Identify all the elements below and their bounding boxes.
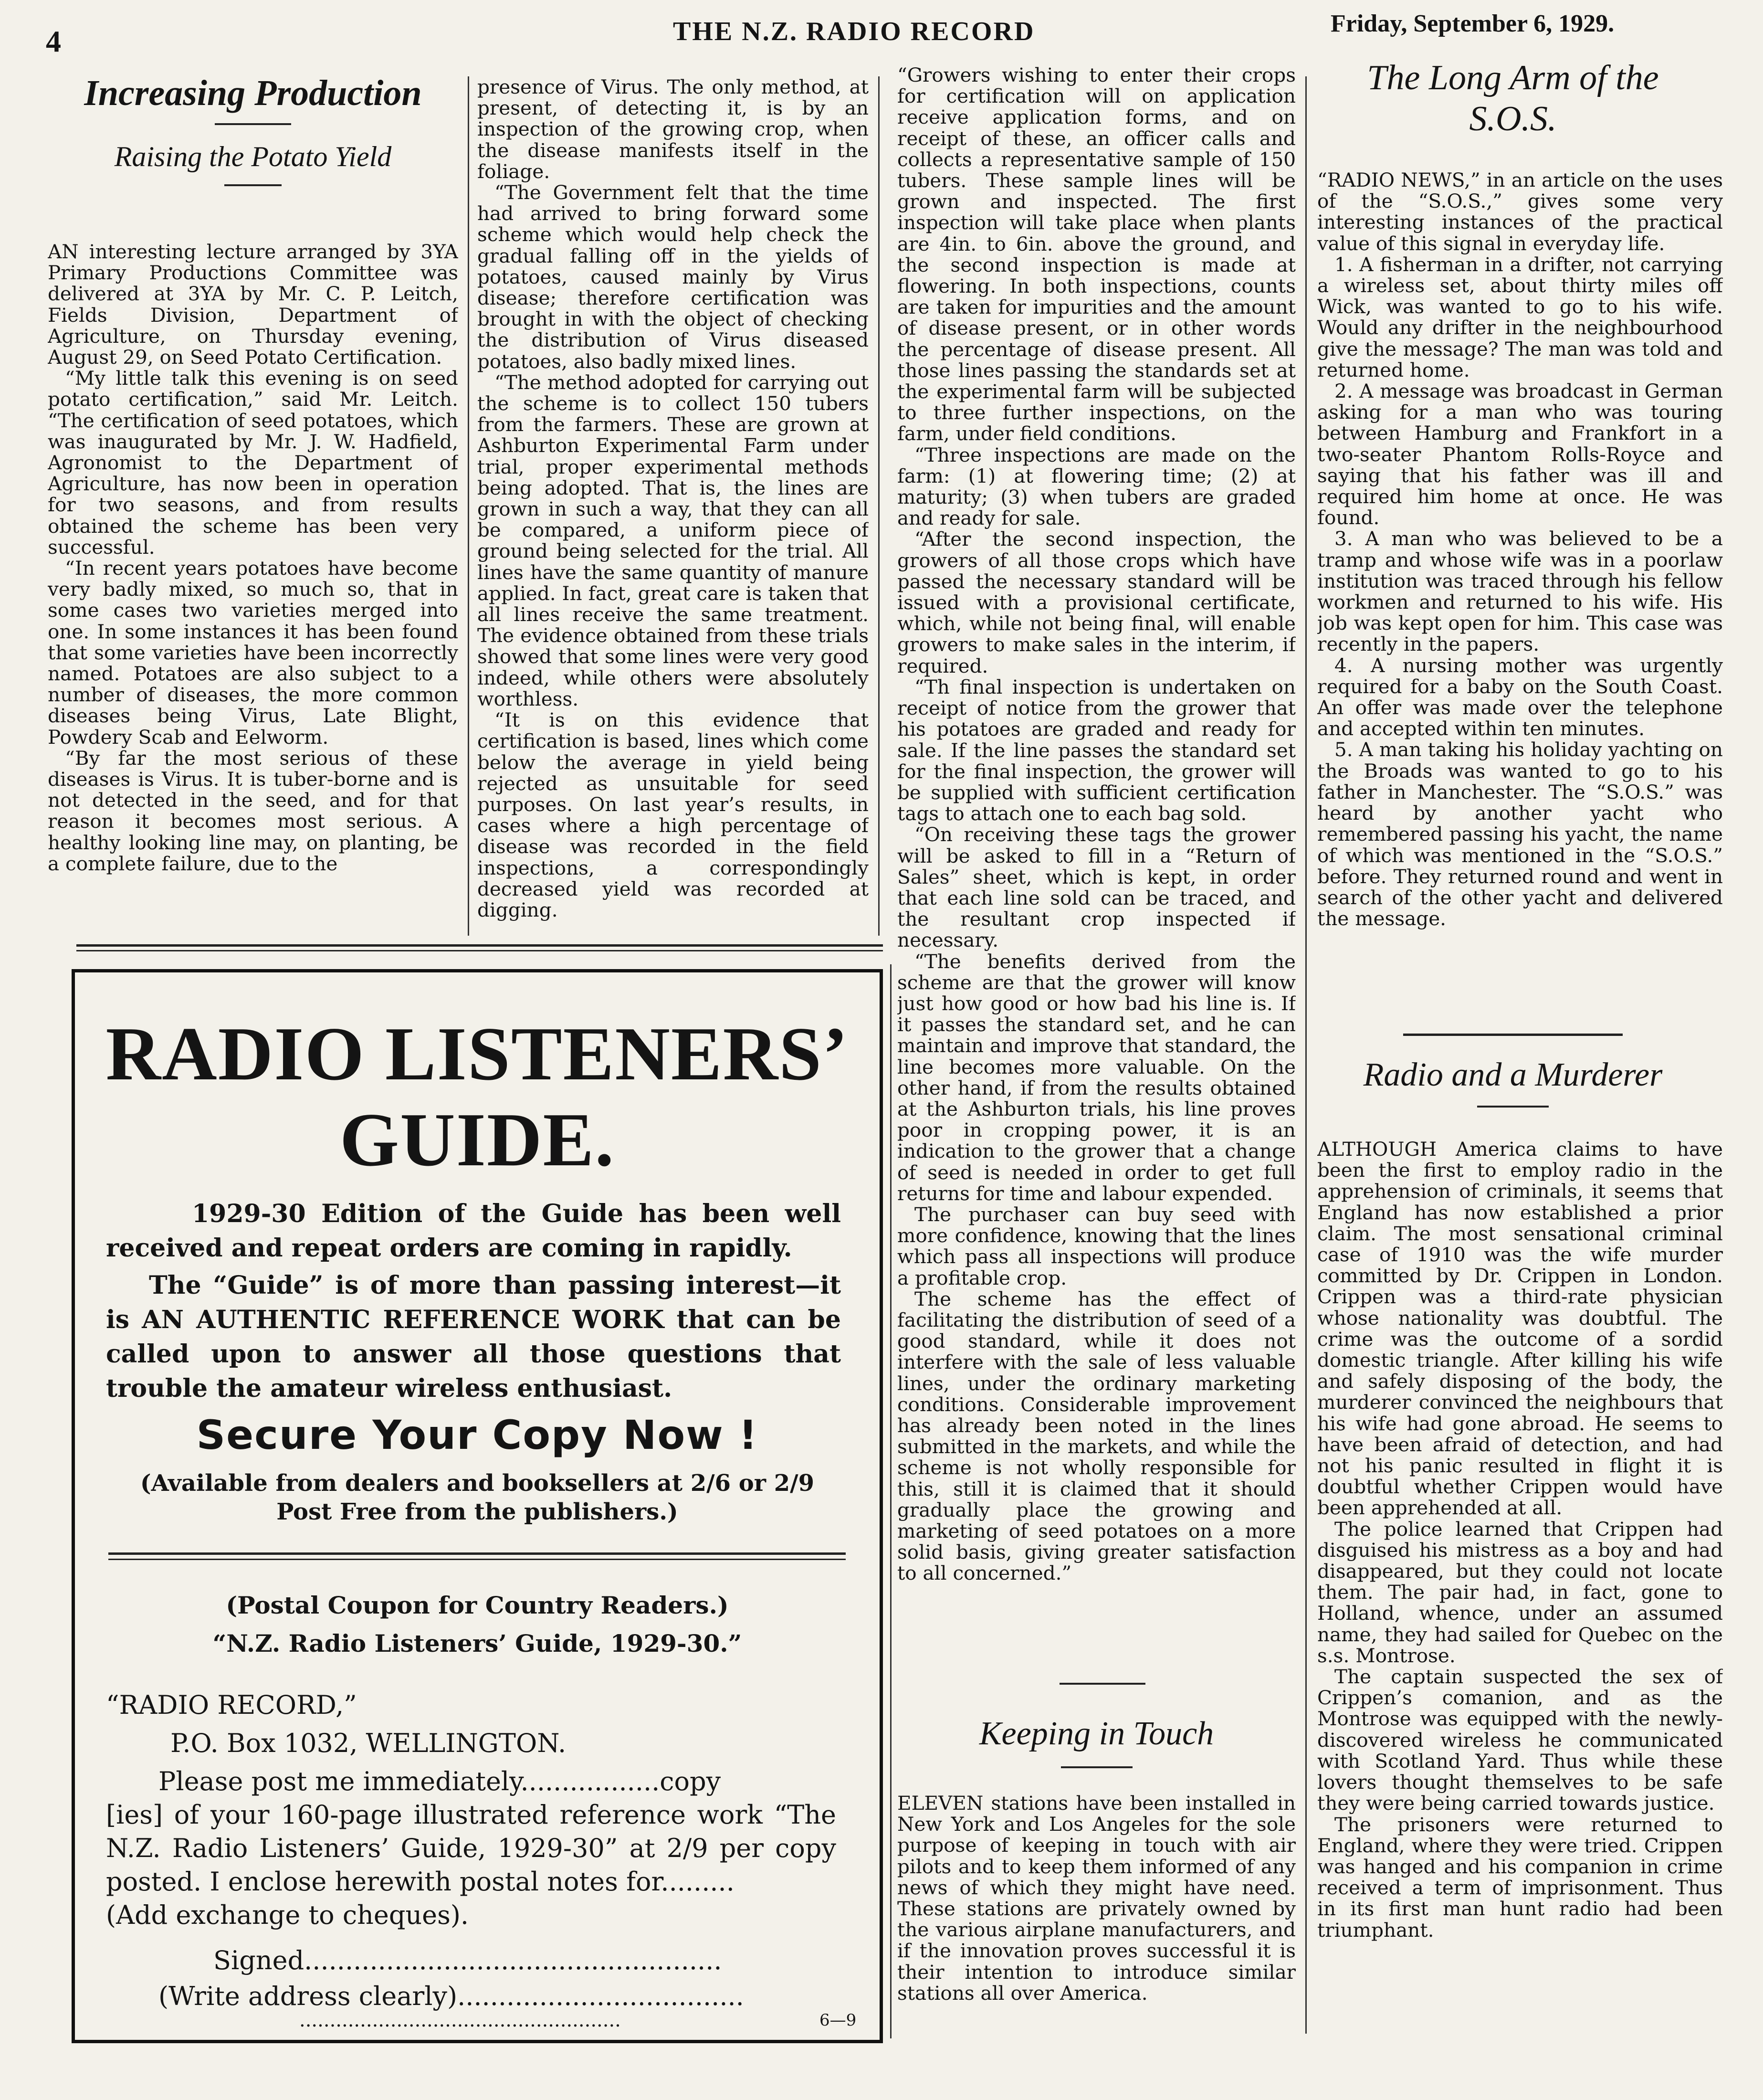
coupon-address-1: “RADIO RECORD,” bbox=[106, 1690, 357, 1720]
potato-article-column-1 bbox=[48, 241, 458, 933]
potato-paragraph: AN interesting lecture arranged by 3YA Primary Productions Committee was delivered at 3YA by Mr. C. P. Leitch, Fields Division, Department of Agriculture, on Thursday evening, August 29, on Seed Potato Certification. bbox=[48, 241, 458, 369]
coupon-signed-field[interactable]: Signed................................................... bbox=[213, 1945, 722, 1975]
page-number: 4 bbox=[46, 24, 61, 58]
coupon-divider bbox=[108, 1559, 846, 1560]
section-divider bbox=[76, 944, 883, 947]
murderer-paragraph: The captain suspected the sex of Crippen’s comanion, and as the Montrose was equipped with the newly-discovered wireless he communicated with Scotland Yard. Thus while these lovers thought themselves to be safe they were being carried towards justice. bbox=[1317, 1665, 1723, 1815]
sos-paragraph: 5. A man taking his holiday yachting on the Broads was wanted to go to his father in Manchester. The “S.O.S.” was heard by another yacht who remembered passing his yacht, the name of which was mentioned in the “S.O.S.” before. They returned round and went in search of the other yacht and delivered the message. bbox=[1317, 738, 1723, 930]
listeners-guide-advertisement bbox=[72, 969, 883, 2043]
murderer-paragraph: The police learned that Crippen had disguised his mistress as a boy and had disappeared, but they could not locate them. The pair had, in fact, gone to Holland, whence, under an assumed name, they had sailed for Quebec on the s.s. Montrose. bbox=[1317, 1517, 1723, 1667]
section-divider bbox=[1403, 1034, 1623, 1036]
coupon-order-line-1: Please post me immediately.................copy bbox=[158, 1766, 721, 1796]
touch-headline: Keeping in Touch bbox=[979, 1715, 1214, 1752]
sos-headline-line-2: S.O.S. bbox=[1469, 99, 1557, 138]
potato-paragraph: “Three inspections are made on the farm: (1) at flowering time; (2) at maturity; (3) when tubers are graded and ready for sale. bbox=[897, 443, 1296, 530]
coupon-address-2: P.O. Box 1032, WELLINGTON. bbox=[170, 1728, 567, 1758]
sos-article-body bbox=[1317, 169, 1723, 1019]
potato-article-column-3 bbox=[897, 64, 1296, 1678]
sos-headline-block bbox=[1310, 57, 1716, 139]
ad-title-line-2: GUIDE. bbox=[339, 1097, 615, 1182]
sos-paragraph: 1. A fisherman in a drifter, not carrying a wireless set, about thirty miles off Wick, was wanted to go to his wife. Would any drifter in the neighbourhood give the message? The man was told and returned home. bbox=[1317, 253, 1723, 381]
ad-edition-text: 1929-30 Edition of the Guide has been well received and repeat orders are coming in rapidly. bbox=[106, 1199, 841, 1263]
murderer-headline-block bbox=[1310, 1055, 1716, 1108]
headline-rule bbox=[1477, 1106, 1549, 1108]
sos-paragraph: 2. A message was broadcast in German asking for a man who was touring between Hamburg and Frankfort in a two-seater Phantom Rolls-Royce and saying that his father was ill and required him home at once. He was found. bbox=[1317, 380, 1723, 529]
potato-paragraph: “By far the most serious of these diseases is Virus. It is tuber-borne and is not detected in the seed, and for that reason it becomes most serious. A healthy looking line may, on planting, be a complete failure, due to the bbox=[48, 746, 458, 875]
potato-paragraph: The purchaser can buy seed with more confidence, knowing that the lines which pass all inspections will produce a profitable crop. bbox=[897, 1203, 1296, 1289]
column-rule bbox=[878, 76, 880, 936]
article-end-rule bbox=[1060, 1683, 1145, 1685]
column-rule bbox=[468, 76, 469, 936]
potato-subheadline: Raising the Potato Yield bbox=[114, 141, 392, 172]
sos-headline-line-1: The Long Arm of the bbox=[1367, 58, 1659, 97]
potato-paragraph: The scheme has the effect of facilitating the distribution of seed of a good standard, while it does not interfere with the sale of less valuable lines, under the ordinary marketing conditions. Considerable improvement has already been noted in the lines submitted in the markets, and while the scheme is not wholly responsible for this, still it is claimed that it should gradually place the growing and marketing of seed potatoes on a more solid basis, giving greater satisfaction to all concerned.” bbox=[897, 1287, 1296, 1585]
murderer-article-body bbox=[1317, 1139, 1723, 2046]
coupon-order-line-2: [ies] of your 160-page illustrated reference work “The N.Z. Radio Listeners’ Guide, 1929-30” at 2/9 per copy posted. I enclose herewith postal notes for......... bbox=[106, 1800, 836, 1897]
potato-paragraph: “The method adopted for carrying out the scheme is to collect 150 tubers from the farmers. These are grown at Ashburton Experimental Farm under trial, proper experimental methods being adopted. That is, the lines are grown in such a way, that they can all be compared, a uniform piece of ground being selected for the trial. All lines have the same quantity of manure applied. In fact, great care is taken that all lines receive the same treatment. The evidence obtained from these trials showed that some lines were very good indeed, while others were absolutely worthless. bbox=[477, 370, 869, 710]
touch-headline-block bbox=[897, 1714, 1296, 1768]
sos-paragraph: 4. A nursing mother was urgently required for a baby on the South Coast. An offer was made over the telephone and accepted within ten minutes. bbox=[1317, 654, 1723, 740]
coupon-address-field[interactable]: (Write address clearly)................................... bbox=[158, 1981, 744, 2011]
murderer-paragraph: The prisoners were returned to England, where they were tried. Crippen was hanged and his companion in crime received a term of imprisonment. Thus in its first man hunt radio had been triumphant. bbox=[1317, 1813, 1723, 1942]
coupon-title: (Postal Coupon for Country Readers.) bbox=[226, 1591, 729, 1619]
potato-article-headline-block bbox=[48, 72, 458, 186]
sos-paragraph: 3. A man who was believed to be a tramp and whose wife was in a poorlaw institution was traced through his fellow workmen and returned to his wife. His job was kept open for him. This case was recently in the papers. bbox=[1317, 527, 1723, 656]
potato-paragraph: “My little talk this evening is on seed potato certification,” said Mr. Leitch. “The certification of seed potatoes, which was inaugurated by Mr. J. W. Hadfield, Agronomist to the Department of Agriculture, has now been in operation for two seasons, and from results obtained the scheme has been very successful. bbox=[48, 367, 458, 559]
coupon-code: 6—9 bbox=[819, 2011, 857, 2030]
headline-rule bbox=[224, 184, 282, 186]
column-rule bbox=[890, 964, 892, 2038]
touch-paragraph: ELEVEN stations have been installed in New York and Los Angeles for the sole purpose of keeping in touch with air pilots and to keep them informed of any news of which they might have need. These stations are privately owned by the various airplane manufacturers, and if the innovation proves successful it is their intention to introduce similar stations all over America. bbox=[897, 1793, 1296, 2005]
potato-paragraph: “Growers wishing to enter their crops for certification will on application receive application forms, and on receipt of these, an officer calls and collects a representative sample of 150 tubers. These sample lines will be grown and inspected. The first inspection will take place when plants are 4in. to 6in. above the ground, and the second inspection is made at flowering. In both inspections, counts are taken for impurities and the amount of disease present, or in other words the percentage of disease present. All those lines passing the standards set at the experimental farm will be subjected to three further inspections, on the farm, under field conditions. bbox=[897, 64, 1296, 445]
coupon-address-dots: ..................................................... bbox=[299, 2009, 621, 2031]
issue-date: Friday, September 6, 1929. bbox=[1331, 10, 1615, 37]
headline-rule bbox=[1061, 1766, 1133, 1768]
ad-availability-2: Post Free from the publishers.) bbox=[276, 1498, 678, 1525]
potato-paragraph: presence of Virus. The only method, at present, of detecting it, is by an inspection of the growing crop, when the disease manifests itself in the foliage. bbox=[477, 76, 869, 183]
headline-rule bbox=[215, 123, 291, 125]
column-rule bbox=[1305, 76, 1307, 2034]
potato-paragraph: “After the second inspection, the growers of all those crops which have passed the necessary standard will be issued with a provisional certificate, which, while not being final, will enable growers to make sales in the interim, if required. bbox=[897, 528, 1296, 677]
coupon-subtitle: “N.Z. Radio Listeners’ Guide, 1929-30.” bbox=[212, 1629, 742, 1657]
coupon-divider bbox=[108, 1552, 846, 1555]
publication-title: THE N.Z. RADIO RECORD bbox=[673, 17, 1035, 46]
potato-paragraph: “On receiving these tags the grower will be asked to fill in a “Return of Sales” sheet, which is kept, in order that each line sold can be traced, and the resultant crop inspected if necessary. bbox=[897, 823, 1296, 952]
potato-article-column-2 bbox=[477, 76, 869, 931]
ad-call-to-action: Secure Your Copy Now ! bbox=[196, 1412, 758, 1458]
potato-paragraph: “Th final inspection is undertaken on receipt of notice from the grower that his potatoes are graded and ready for sale. If the line passes the standard set for the final inspection, the grower will be supplied with sufficient certification tags to attach one to each bag sold. bbox=[897, 675, 1296, 825]
potato-paragraph: “The benefits derived from the scheme are that the grower will know just how good or how bad his line is. If it passes the standard set, and he can maintain and improve that standard, the line becomes more valuable. On the other hand, if from the results obtained at the Ashburton trials, his line proves poor in cropping power, it is an indication to the grower that a change of seed is needed in order to get full returns for time and labour expended. bbox=[897, 950, 1296, 1205]
ad-reference-text: The “Guide” is of more than passing interest—it is AN AUTHENTIC REFERENCE WORK that can be called upon to answer all those questions that trouble the amateur wireless enthusiast. bbox=[106, 1271, 841, 1403]
potato-paragraph: “In recent years potatoes have become very badly mixed, so much so, that in some cases two varieties merged into one. In some instances it has been found that some varieties have been incorrectly named. Potatoes are also subject to a number of diseases, the more common diseases being Virus, Late Blight, Powdery Scab and Eelworm. bbox=[48, 557, 458, 749]
section-divider bbox=[76, 950, 883, 951]
ad-availability-1: (Available from dealers and booksellers at 2/6 or 2/9 bbox=[140, 1470, 815, 1497]
coupon-order-line-3: (Add exchange to cheques). bbox=[106, 1900, 469, 1930]
murderer-headline: Radio and a Murderer bbox=[1363, 1056, 1663, 1093]
potato-paragraph: “It is on this evidence that certification is based, lines which come below the average in yield being rejected as unsuitable for seed purposes. On last year’s results, in cases where a high percentage of disease was recorded in the field inspections, a correspondingly decreased yield was recorded at digging. bbox=[477, 708, 869, 921]
potato-headline: Increasing Production bbox=[84, 73, 422, 113]
potato-paragraph: “The Government felt that the time had arrived to bring forward some scheme which would help check the gradual falling off in the yields of potatoes, caused mainly by Virus disease; therefore certification was brought in with the object of checking the distribution of Virus diseased potatoes, also badly mixed lines. bbox=[477, 181, 869, 373]
touch-article-body bbox=[897, 1793, 1296, 2041]
sos-paragraph: “RADIO NEWS,” in an article on the uses of the “S.O.S.,” gives some very interesting instances of the practical value of this signal in everyday life. bbox=[1317, 169, 1723, 255]
ad-title-line-1: RADIO LISTENERS’ bbox=[105, 1011, 849, 1096]
murderer-paragraph: ALTHOUGH America claims to have been the first to employ radio in the apprehension of criminals, it seems that England has now established a prior claim. The most sensational criminal case of 1910 was the wife murder committed by Dr. Crippen in London. Crippen was a third-rate physician whose nationality was doubtful. The crime was the outcome of a sordid domestic triangle. After killing his wife and safely disposing of the body, the murderer convinced the neighbours that his wife had gone abroad. He seems to have been afraid of detection, and had not his panic resulted in flight it is doubtful whether Crippen would have been apprehended at all. bbox=[1317, 1139, 1723, 1520]
